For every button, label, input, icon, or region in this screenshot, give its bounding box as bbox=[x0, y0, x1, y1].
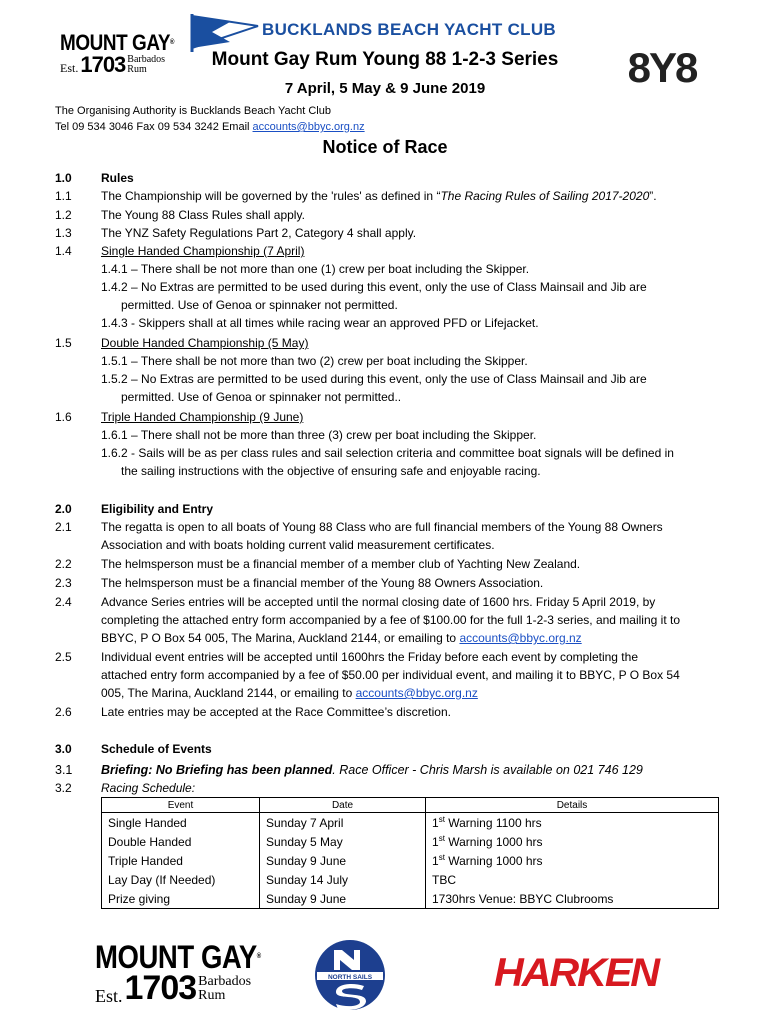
table-row bbox=[102, 832, 719, 851]
harken-wordmark: HARKEN bbox=[494, 951, 662, 995]
organiser-line1: The Organising Authority is Bucklands Beach Yacht Club bbox=[55, 105, 331, 117]
cell-details: 1st Warning 1000 hrs bbox=[426, 851, 719, 870]
north-sails-logo bbox=[312, 930, 388, 1020]
organiser-line2: Tel 09 534 3046 Fax 09 534 3242 Email accounts@bbyc.org.nz bbox=[55, 121, 365, 133]
club-name: BUCKLANDS BEACH YACHT CLUB bbox=[262, 20, 556, 39]
north-sails-wordmark: NORTH SAILS bbox=[327, 974, 373, 981]
series-title: Mount Gay Rum Young 88 1-2-3 Series bbox=[211, 49, 559, 70]
cell-details: 1st Warning 1100 hrs bbox=[426, 813, 719, 833]
harken-logo bbox=[490, 948, 670, 998]
rule-1-4-title: Single Handed Championship (7 April) bbox=[101, 244, 305, 258]
col-header-event: Event bbox=[102, 798, 260, 813]
cell-details: 1st Warning 1000 hrs bbox=[426, 832, 719, 851]
young-88-wordmark: 8Y8 bbox=[627, 48, 697, 88]
table-row bbox=[102, 889, 719, 909]
rule-1-6-title: Triple Handed Championship (9 June) bbox=[101, 410, 304, 424]
cell-event: Lay Day (If Needed) bbox=[102, 870, 260, 889]
event-entry-email-link[interactable]: accounts@bbyc.org.nz bbox=[355, 686, 478, 700]
organiser-email-link[interactable]: accounts@bbyc.org.nz bbox=[252, 121, 365, 133]
col-header-date: Date bbox=[260, 798, 426, 813]
mount-gay-wordmark: MOUNT GAY® bbox=[60, 30, 175, 55]
notice-of-race-title: Notice of Race bbox=[322, 137, 448, 157]
cell-date: Sunday 9 June bbox=[260, 851, 426, 870]
table-header-row bbox=[102, 798, 719, 813]
racing-schedule-table bbox=[101, 797, 719, 909]
col-header-details: Details bbox=[426, 798, 719, 813]
cell-date: Sunday 7 April bbox=[260, 813, 426, 833]
table-row bbox=[102, 851, 719, 870]
cell-details: TBC bbox=[426, 870, 719, 889]
footer-mount-gay-est: Est. bbox=[95, 986, 123, 1006]
mount-gay-barbados: Barbados bbox=[127, 54, 166, 65]
cell-date: Sunday 9 June bbox=[260, 889, 426, 909]
cell-event: Triple Handed bbox=[102, 851, 260, 870]
club-burgee-icon bbox=[190, 12, 260, 52]
series-dates: 7 April, 5 May & 9 June 2019 bbox=[284, 80, 486, 97]
footer-mount-gay-barbados: Barbados bbox=[198, 974, 252, 989]
footer-mount-gay-logo bbox=[95, 939, 288, 1007]
mount-gay-est: Est. bbox=[60, 61, 79, 75]
cell-event: Single Handed bbox=[102, 813, 260, 833]
entry-email-link[interactable]: accounts@bbyc.org.nz bbox=[459, 631, 582, 645]
cell-date: Sunday 5 May bbox=[260, 832, 426, 851]
cell-details: 1730hrs Venue: BBYC Clubrooms bbox=[426, 889, 719, 909]
cell-event: Prize giving bbox=[102, 889, 260, 909]
mount-gay-rum: Rum bbox=[127, 64, 147, 75]
mount-gay-year: 1703 bbox=[80, 52, 126, 77]
table-row bbox=[102, 870, 719, 889]
organising-authority bbox=[55, 103, 365, 135]
table-row bbox=[102, 813, 719, 833]
cell-date: Sunday 14 July bbox=[260, 870, 426, 889]
rule-1-5-title: Double Handed Championship (5 May) bbox=[101, 336, 309, 350]
footer-mount-gay-year: 1703 bbox=[124, 969, 197, 1007]
young-88-logo bbox=[602, 48, 722, 88]
cell-event: Double Handed bbox=[102, 832, 260, 851]
footer-mount-gay-wordmark: MOUNT GAY® bbox=[95, 939, 261, 975]
footer-mount-gay-rum: Rum bbox=[198, 988, 226, 1003]
